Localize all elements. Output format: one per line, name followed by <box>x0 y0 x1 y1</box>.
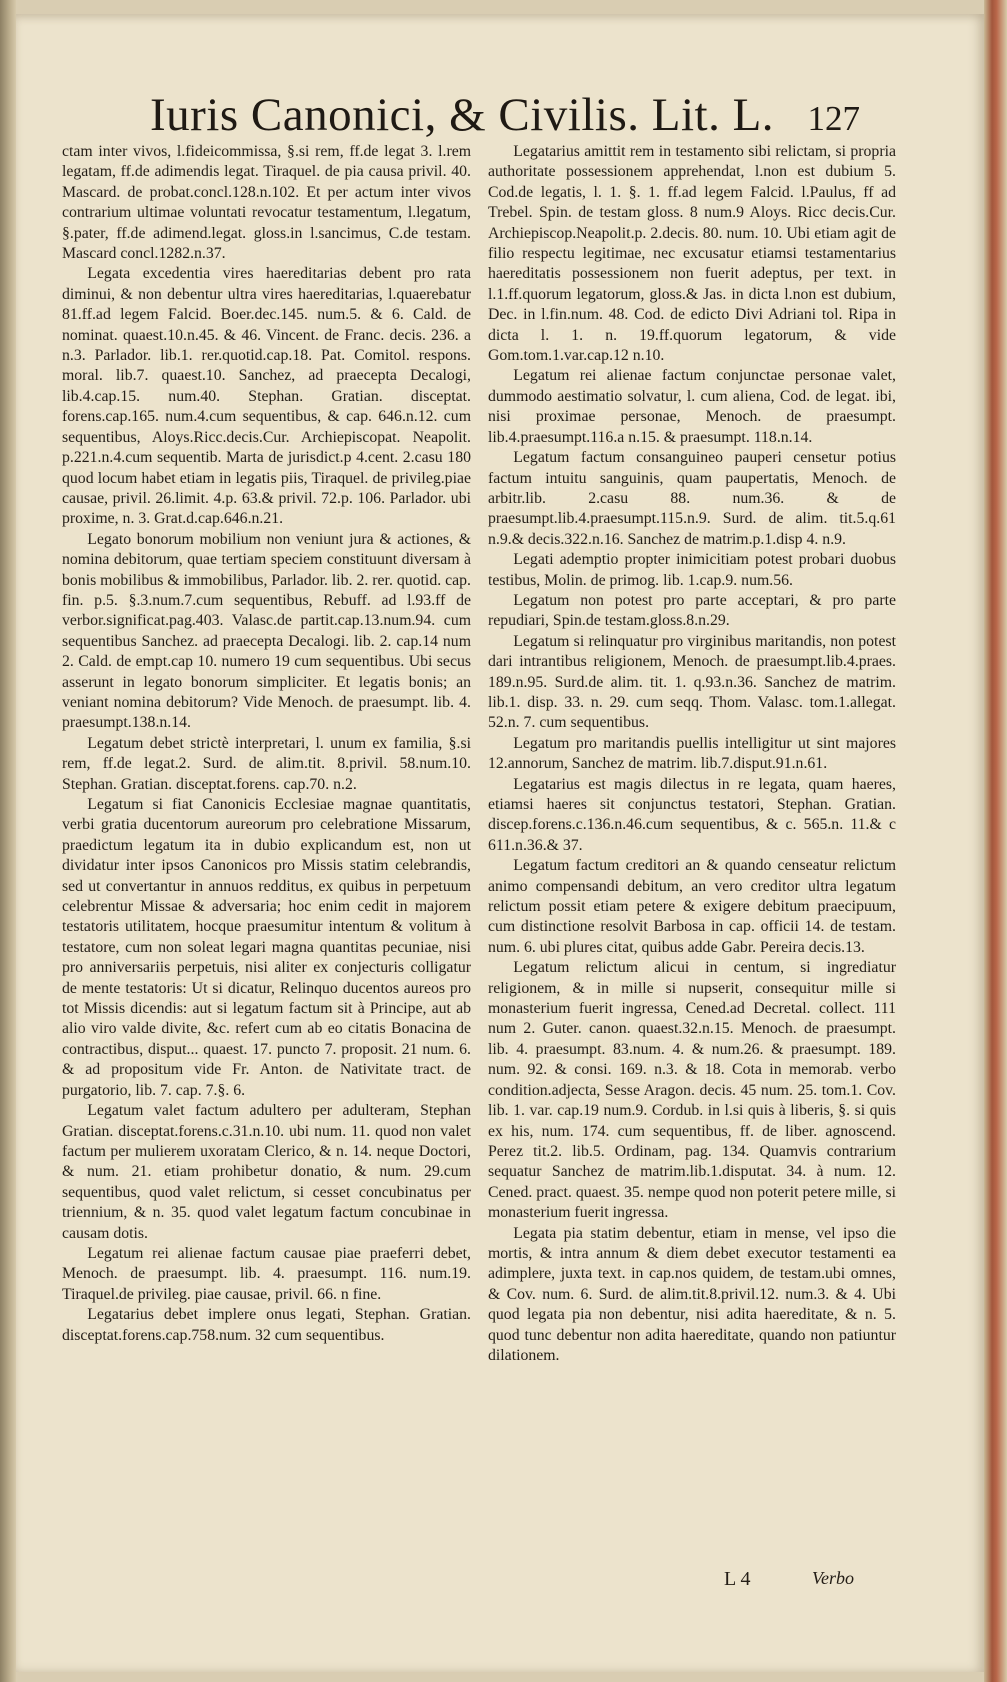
page-number: 127 <box>807 99 860 138</box>
paragraph: Legatum relictum alicui in centum, si ingrediatur religionem, & in mille si nupserit, consequitur mille si monasterium fuerit ingressa, Cened.ad Decretal. collect. 111 num 2. Guter. canon. quaest.32.n.15. Menoch. de praesumpt. lib. 4. praesumpt. 83.num. 4. & num.26. & praesumpt. 189. num. 92. & consi. 169. n.3. & 18. Cota in memorab. verbo condition.adjecta, Sesse Aragon. decis. 45 num. 25. tom.1. Cov. lib. 1. var. cap.19 num.9. Cordub. in l.si quis à liberis, §. si quis ex his, num. 174. cum sequentibus, ff. de liber. agnoscend. Perez tit.2. lib.5. Ordinam, pag. 134. Quamvis contrarium sequatur Sanchez de matrim.lib.1.disputat. 34. à num. 12. Cened. pract. quaest. 35. nempe quod non poterit petere mille, si monasterium fuerit ingressa. <box>488 959 896 1222</box>
paragraph: Legatum rei alienae factum causae piae praeferri debet, Menoch. de praesumpt. lib. 4. praesumpt. 116. num.19. Tiraquel.de privileg. piae causae, privil. 66. n fine. <box>62 1244 471 1303</box>
running-head <box>150 88 860 142</box>
paragraph: Legatum si fiat Canonicis Ecclesiae magnae quantitatis, verbi gratia ducentorum aureorum pro celebratione Missarum, praedictum legatum ita in dubio explicandum est, non ut dividatur inter ipsos Canonicos pro Missis statim celebrandis, sed ut convertantur in annuos redditus, ex quibus in perpetuum celebrentur Missae & adversaria; hoc enim cedit in majorem testatoris utilitatem, hocque praesumitur intentum & volitum à testatore, cum non soleat legari magna quantitas pecuniae, nisi pro anniversariis perpetuis, nisi aliter ex conjecturis colligatur de mente testatoris: Ut si dicatur, Relinquo ducentos aureos pro tot Missis dicendis: aut si legatum factum sit à Principe, aut ab alio viro valde divite, &c. refert cum ab eo citatis Bonacina de contractibus, disput... quaest. 17. puncto 7. proposit. 21 num. 6. & ad propositum vide Fr. Anton. de Nativitate tract. de purgatorio, lib. 7. cap. 7.§. 6. <box>62 796 471 1099</box>
paragraph: Legato bonorum mobilium non veniunt jura & actiones, & nomina debitorum, quae tertiam speciem constituunt diversam à bonis mobilibus & immobilibus, Parlador. lib. 2. rer. quotid. cap. fin. p.5. §.3.num.7.cum sequentibus, Rebuff. ad l.93.ff de verbor.significat.pag.403. Valasc.de partit.cap.13.num.94. cum sequentibus Sanchez. ad praecepta Decalogi. lib. 2. cap.14 num 2. Cald. de empt.cap 10. numero 19 cum sequentibus. Ubi secus asserunt in legato bonorum simpliciter. Et legatis bonis; an veniant nomina debitorum? Vide Menoch. de praesumpt. lib. 4. praesumpt.138.n.14. <box>62 530 471 732</box>
paragraph: Legati ademptio propter inimicitiam potest probari duobus testibus, Molin. de primog. lib. 1.cap.9. num.56. <box>488 551 896 589</box>
page-footer <box>724 1568 854 1591</box>
paragraph: Legatum factum creditori an & quando censeatur relictum animo compensandi debitum, an vero creditor ultra legatum relictum possit etiam petere & exigere debitum praecipuum, cum distinctione resolvit Barbosa in cap. officii 14. de testam. num. 6. ubi plures citat, quibus adde Gabr. Pereira decis.13. <box>488 857 896 956</box>
book-spine-edge <box>0 0 16 1682</box>
catchword: Verbo <box>812 1568 854 1588</box>
left-column <box>62 142 471 1346</box>
paragraph: Legatarius debet implere onus legati, Stephan. Gratian. disceptat.forens.cap.758.num. 32 cum sequentibus. <box>62 1306 471 1344</box>
paragraph: Legatum si relinquatur pro virginibus maritandis, non potest dari intrantibus religionem, Menoch. de praesumpt.lib.4.praes. 189.n.95. Surd.de alim. tit. 1. q.93.n.36. Sanchez de matrim. lib.1. disp. 33. n. 29. cum seqq. Thom. Valasc. tom.1.allegat. 52.n. 7. cum sequentibus. <box>488 632 896 732</box>
paragraph: Legatum non potest pro parte acceptari, & pro parte repudiari, Spin.de testam.gloss.8.n.29. <box>488 591 896 630</box>
page-edge-red <box>984 0 1007 1682</box>
paragraph: Legatarius est magis dilectus in re legata, quam haeres, etiamsi haeres sit conjunctus testatori, Stephan. Gratian. discep.forens.c.136.n.46.cum sequentibus, & c. 565.n. 11.& c 611.n.36.& 37. <box>488 775 896 854</box>
signature-mark: L 4 <box>724 1568 751 1590</box>
right-column <box>488 142 896 1366</box>
paragraph: Legatum debet strictè interpretari, l. unum ex familia, §.si rem, ff.de legat.2. Surd. de alim.tit. 8.privil. 58.num.10. Stephan. Gratian. disceptat.forens. cap.70. n.2. <box>62 734 471 793</box>
paragraph: Legata pia statim debentur, etiam in mense, vel ipso die mortis, & intra annum & diem debet executor testamenti ea adimplere, juxta text. in cap.nos quidem, de testam.ubi omnes, & Cov. num. 6. Surd. de alim.tit.8.privil.12. num.3. & 4. Ubi quod legata pia non debentur, nisi adita haereditate, & n. 5. quod tunc debentur non adita haereditate, quando non patiuntur dilationem. <box>488 1224 896 1364</box>
paragraph: Legatum pro maritandis puellis intelligitur ut sint majores 12.annorum, Sanchez de matrim. lib.7.disput.91.n.61. <box>488 734 896 773</box>
paragraph: Legatum rei alienae factum conjunctae personae valet, dummodo aestimatio solvatur, l. cum aliena, Cod. de legat. ibi, nisi proximae personae, Menoch. de praesumpt. lib.4.praesumpt.116.a n.15. & praesumpt. 118.n.14. <box>488 367 896 446</box>
paragraph: Legatum factum consanguineo pauperi censetur potius factum intuitu sanguinis, quam paupertatis, Menoch. de arbitr.lib. 2.casu 88. num.36. & de praesumpt.lib.4.praesumpt.115.n.9. Surd. de alim. tit.5.q.61 n.9.& decis.322.n.16. Sanchez de matrim.p.1.disp 4. n.9. <box>488 449 896 548</box>
paragraph: ctam inter vivos, l.fideicommissa, §.si rem, ff.de legat 3. l.rem legatam, ff.de adimendis legat. Tiraquel. de pia causa privil. 40. Mascard. de probat.concl.128.n.102. Et per actum inter vivos contrarium ultimae voluntati revocatur testamentum, l.legatum, §.pater, ff.de adimend.legat. gloss.in l.sancimus, C.de testam. Mascard concl.1282.n.37. <box>62 143 471 263</box>
paragraph: Legata excedentia vires haereditarias debent pro rata diminui, & non debentur ultra vires haereditarias, l.quaerebatur 81.ff.ad legem Falcid. Boer.dec.145. num.5. & 6. Cald. de nominat. quaest.10.n.45. & 46. Vincent. de Franc. decis. 236. a n.3. Parlador. lib.1. rer.quotid.cap.18. Pat. Comitol. respons. moral. lib.7. quaest.10. Sanchez, ad praecepta Decalogi, lib.4.cap.15. num.40. Stephan. Gratian. disceptat. forens.cap.165. num.4.cum sequentibus, & cap. 646.n.12. cum sequentibus, Aloys.Ricc.decis.Cur. Archiepiscopat. Neapolit. p.221.n.4.cum sequentib. Marta de jurisdict.p 4.cent. 2.casu 180 quod locum habet etiam in legatis piis, Tiraquel. de privileg.piae causae, privil. 26.limit. 4.p. 63.& privil. 72.p. 106. Parlador. ubi proxime, n. 3. Grat.d.cap.646.n.21. <box>62 265 471 528</box>
paragraph: Legatum valet factum adultero per adulteram, Stephan Gratian. disceptat.forens.c.31.n.10. ubi num. 11. quod non valet factum per mulierem uxoratam Clerico, & n. 14. neque Doctori, & num. 21. etiam prohibetur donatio, & num. 29.cum sequentibus, quod valet relictum, si cesset concubinatus per triennium, & n. 35. quod valet legatum factum concubinae in causam dotis. <box>62 1102 471 1242</box>
paragraph: Legatarius amittit rem in testamento sibi relictam, si propria authoritate possessionem apprehendat, l.non est dubium 5. Cod.de legatis, l. 1. §. 1. ff.ad legem Falcid. l.Paulus, ff ad Trebel. Spin. de testam gloss. 8 num.9 Aloys. Ricc decis.Cur. Archiepiscop.Neapolit.p. 2.decis. 80. num. 10. Ubi etiam agit de filio respectu legitimae, nec excusatur etiamsi testamentarius haereditatis possessionem non fuerit adeptus, per text. in l.1.ff.quorum legatorum, gloss.& Jas. in dicta l.non est dubium, Dec. in l.fin.num. 48. Cod. de edicto Divi Adriani tol. Ripa in dicta l. 1. n. 19.ff.quorum legatorum, & vide Gom.tom.1.var.cap.12 n.10. <box>488 143 896 365</box>
page-title: Iuris Canonici, & Civilis. Lit. L. <box>150 89 775 141</box>
